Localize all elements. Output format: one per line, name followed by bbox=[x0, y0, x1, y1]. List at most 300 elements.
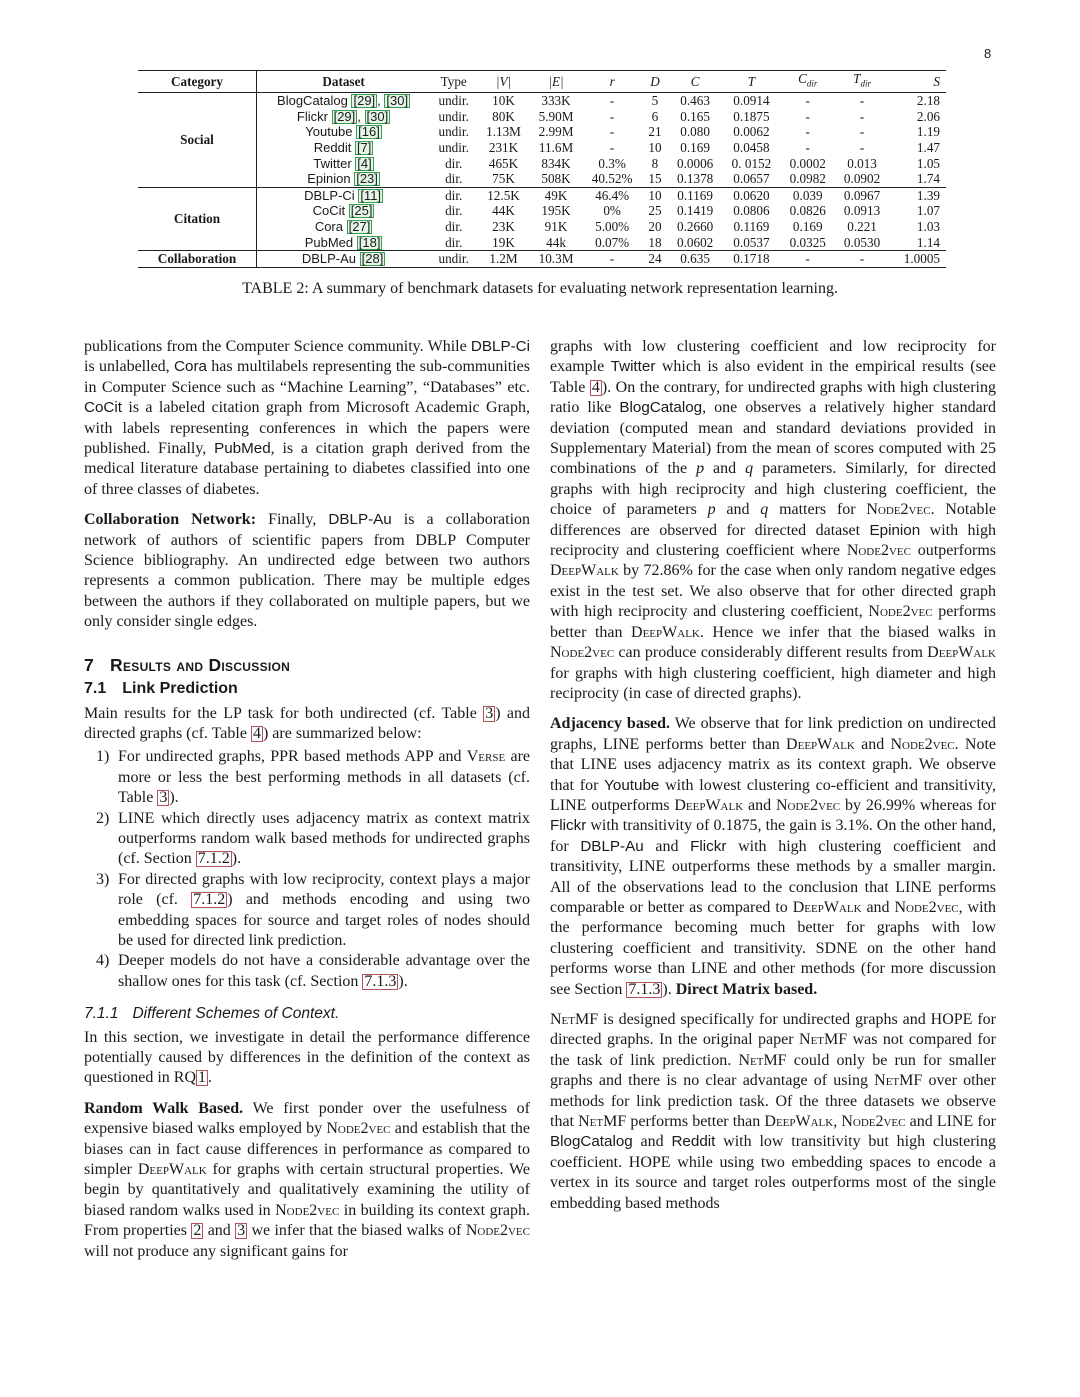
property-link[interactable]: 2 bbox=[193, 1222, 202, 1240]
text: we infer that the biased walks of bbox=[247, 1222, 466, 1240]
cell-c: 0.0006 bbox=[676, 155, 714, 171]
text: has multilabels representing the sub-communities in Computer Science such as “Machine Learning”, “Databases” etc. bbox=[84, 358, 531, 396]
cell-r: 40.52% bbox=[582, 171, 642, 187]
table-row bbox=[138, 124, 946, 140]
cell-v: 19K bbox=[477, 235, 530, 251]
method-name: DeepWalk bbox=[792, 898, 862, 916]
cell-c-dir: - bbox=[805, 140, 810, 156]
cell-t-dir: - bbox=[859, 124, 865, 140]
cell-c: 0.0602 bbox=[668, 235, 722, 251]
dataset-name: Reddit bbox=[671, 1133, 716, 1151]
cell-s: 1.74 bbox=[889, 171, 946, 187]
dataset-name: Twitter bbox=[610, 358, 656, 376]
cell-t-dir: - bbox=[859, 140, 865, 156]
method-name: DeepWalk bbox=[764, 1113, 834, 1131]
col-header-t-dir: $T_{dir}$ bbox=[835, 71, 889, 93]
list-number: 4) bbox=[96, 952, 110, 970]
paragraph-lead: Random Walk Based. bbox=[84, 1099, 244, 1117]
section-number: 7 bbox=[84, 654, 95, 675]
text: could only be run for smaller graphs and there is no clear advantage of using bbox=[550, 1051, 997, 1090]
text: are more or less the best performing methods in all datasets (cf. Table bbox=[118, 748, 531, 807]
text: can produce considerably different results from bbox=[614, 644, 928, 662]
dataset-cell: Flickr [29] , [30] bbox=[296, 108, 389, 124]
col-header-v: |V| bbox=[477, 71, 530, 93]
col-header-c-dir: $C_{dir}$ bbox=[781, 71, 835, 93]
cell-v: 80K bbox=[492, 108, 515, 124]
cell-type: undir. bbox=[430, 251, 477, 268]
text: and bbox=[861, 898, 895, 916]
dataset-name: Epinion bbox=[869, 521, 921, 539]
cell-v: 1.13M bbox=[486, 124, 521, 140]
cell-s: 1.39 bbox=[916, 187, 940, 203]
cell-v: 44K bbox=[492, 203, 515, 219]
text: performs better than bbox=[550, 603, 996, 641]
cell-d: 21 bbox=[648, 124, 662, 140]
table-row bbox=[138, 109, 946, 125]
dataset-name: Youtube bbox=[305, 124, 353, 140]
table-link[interactable]: 4 bbox=[591, 378, 600, 396]
text: with lowest clustering co-efficient and transitivity, LINE outperforms bbox=[550, 776, 996, 814]
dataset-cell bbox=[257, 235, 431, 251]
dataset-cell bbox=[257, 251, 431, 268]
cell-s: 1.03 bbox=[916, 218, 940, 234]
text: Deeper models do not have a considerable advantage over the shallow ones for this task (cf. Section bbox=[118, 952, 530, 990]
method-name: DeepWalk bbox=[786, 735, 855, 753]
text: and bbox=[743, 796, 776, 814]
cell-c-dir: 0.0002 bbox=[789, 155, 826, 171]
table-row bbox=[138, 156, 946, 172]
citation-link[interactable]: [16] bbox=[358, 124, 380, 140]
cell-type: dir. bbox=[445, 155, 463, 171]
table-link[interactable]: 4 bbox=[252, 724, 261, 742]
col-header-d: D bbox=[642, 71, 668, 93]
dataset-name: Flickr bbox=[296, 108, 328, 124]
cell-type: dir. bbox=[430, 171, 477, 187]
text: publications from the Computer Science community. While bbox=[84, 338, 471, 355]
dataset-name: Cora bbox=[174, 358, 207, 376]
dataset-cell bbox=[257, 219, 431, 235]
text: outperforms bbox=[910, 542, 997, 560]
method-name: Node2vec bbox=[326, 1120, 391, 1138]
method-name: DeepWalk bbox=[631, 623, 700, 641]
method-name: Node2vec bbox=[890, 735, 955, 753]
cell-r: - bbox=[609, 140, 615, 156]
text: For undirected graphs, PPR based methods APP and bbox=[118, 748, 467, 766]
text: . Note that LINE uses adjacency matrix as its context graph. We observe that for bbox=[550, 735, 996, 794]
subsubsection-number: 7.1.1 bbox=[84, 1005, 119, 1023]
method-name: Node2vec bbox=[866, 501, 931, 519]
category-cell: Social bbox=[138, 93, 257, 188]
citation-link[interactable]: [11] bbox=[360, 187, 382, 203]
cell-type: undir. bbox=[438, 140, 469, 156]
paragraph-citation-datasets bbox=[84, 337, 530, 500]
method-name: DeepWalk bbox=[674, 796, 744, 814]
cell-v: 465K bbox=[488, 155, 519, 171]
cell-type: undir. bbox=[438, 124, 469, 140]
dataset-name: Cora bbox=[314, 218, 343, 234]
paragraph-lead: Adjacency based. bbox=[550, 715, 671, 733]
dataset-name: DBLP-Ci bbox=[304, 187, 355, 203]
cell-t: 0. 0152 bbox=[731, 155, 772, 171]
cell-c: 0.1419 bbox=[676, 203, 714, 219]
cell-c: 0.1169 bbox=[677, 187, 713, 203]
table-row bbox=[138, 140, 946, 156]
col-header-dataset: Dataset bbox=[257, 71, 431, 93]
cell-t: 0.0657 bbox=[722, 171, 780, 187]
text: and bbox=[854, 735, 891, 753]
cell-s: 1.47 bbox=[916, 140, 940, 156]
cell-v: 1.2M bbox=[477, 251, 530, 268]
text: with transitivity of 0.1875, the gain is 3.1%. On the other hand, for bbox=[550, 817, 996, 855]
cell-e: 11.6M bbox=[538, 140, 574, 156]
cell-d: 24 bbox=[642, 251, 668, 268]
citation-link[interactable]: [7] bbox=[356, 140, 372, 156]
cell-c-dir: - bbox=[805, 93, 810, 109]
method-name: Node2vec bbox=[775, 796, 841, 814]
text: ). bbox=[662, 980, 676, 998]
text: matters for bbox=[768, 501, 867, 519]
cell-c-dir: 0.169 bbox=[792, 218, 823, 234]
cell-e: 2.99M bbox=[538, 124, 574, 140]
text: ) are summarized below: bbox=[262, 724, 422, 742]
text: parameters. Similarly, for directed graphs with high reciprocity and high clustering coefficient, the choice of parameters bbox=[550, 460, 996, 519]
col-header-t: T bbox=[722, 71, 780, 93]
section-heading bbox=[84, 655, 530, 675]
cell-v: 75K bbox=[477, 171, 530, 187]
paragraph-direct-matrix bbox=[550, 1010, 996, 1214]
dataset-name: Epinion bbox=[307, 171, 351, 187]
table-row bbox=[138, 203, 946, 219]
table-header-row bbox=[138, 71, 946, 93]
text: , bbox=[833, 1113, 842, 1131]
category-cell: Collaboration bbox=[138, 251, 257, 268]
text: in building its context graph. From properties bbox=[84, 1201, 530, 1240]
cell-e: 44k bbox=[530, 235, 583, 251]
cell-d: 10 bbox=[648, 140, 662, 156]
paragraph-random-walk-cont bbox=[550, 337, 996, 704]
method-name: NetMF bbox=[874, 1072, 923, 1090]
cell-t-dir: - bbox=[859, 93, 865, 109]
cell-d: 25 bbox=[648, 203, 662, 219]
text: Finally, bbox=[256, 511, 329, 529]
list-number: 3) bbox=[96, 870, 110, 888]
cell-c: 0.463 bbox=[680, 93, 710, 109]
col-header-e: |E| bbox=[530, 71, 583, 93]
dataset-name: BlogCatalog bbox=[550, 1133, 633, 1151]
citation-link[interactable]: [29] bbox=[353, 93, 376, 109]
dataset-cell bbox=[257, 171, 431, 187]
method-name: Node2vec bbox=[465, 1222, 530, 1240]
list-item bbox=[84, 809, 530, 870]
cell-d: 5 bbox=[651, 93, 659, 109]
text: LINE which directly uses adjacency matrix as context matrix outperforms random walk based methods for undirected graphs (cf. Section bbox=[118, 809, 530, 868]
table-row bbox=[138, 187, 946, 203]
table-row bbox=[138, 235, 946, 251]
text: for graphs with high clustering coefficient, high diameter and high reciprocity (in case of directed graphs). bbox=[550, 664, 996, 702]
method-name: Node2vec bbox=[550, 644, 615, 662]
cell-t: 0.0620 bbox=[733, 187, 770, 203]
cell-r: - bbox=[609, 93, 615, 109]
list-item bbox=[84, 870, 530, 952]
dataset-cell bbox=[257, 187, 431, 203]
method-name: Node2vec bbox=[275, 1201, 340, 1219]
method-name: Node2vec bbox=[841, 1113, 906, 1131]
list-number: 2) bbox=[96, 809, 110, 827]
cell-t-dir: 0.013 bbox=[847, 155, 877, 171]
text: ) and directed graphs (cf. Table bbox=[84, 704, 530, 742]
cell-e: 834K bbox=[541, 155, 571, 171]
subsubsection-title: Different Schemes of Context. bbox=[132, 1005, 340, 1023]
cell-c: 0.1378 bbox=[668, 171, 722, 187]
text: In this section, we investigate in detail the performance difference potentially caused by differences in the definition of the context as questioned in RQ bbox=[84, 1028, 530, 1087]
text: , one observes a relatively higher standard deviation (computed mean and standard deviations provided in Supplementary Material) from the mean of scores computed with 25 combinations of the bbox=[550, 399, 996, 478]
text: is a labeled citation graph from Microsoft Academic Graph, with labels representing conferences in which the papers were published. Finally, bbox=[84, 399, 530, 458]
cell-c: 0.165 bbox=[680, 108, 710, 124]
dataset-cell: BlogCatalog [29] , [30] bbox=[277, 93, 409, 109]
dataset-cell bbox=[257, 124, 431, 140]
subsubsection-heading bbox=[84, 1004, 530, 1024]
cell-d: 15 bbox=[642, 171, 668, 187]
cell-c: 0.080 bbox=[680, 124, 710, 140]
text: is designed specifically for undirected graphs and HOPE for directed graphs. In the original paper bbox=[550, 1011, 996, 1049]
text: and LINE for bbox=[905, 1113, 997, 1131]
section-link[interactable]: 7.1.3 bbox=[364, 972, 397, 990]
text: ) and methods encoding and using two embedding spaces for source and target roles of nodes should be used for directed link prediction. bbox=[118, 891, 530, 949]
dataset-cell bbox=[257, 140, 431, 156]
dataset-cell bbox=[257, 156, 431, 172]
dataset-name: DBLP-Ci bbox=[470, 338, 530, 355]
cell-r: 46.4% bbox=[595, 187, 630, 203]
text: ). bbox=[169, 789, 179, 807]
cell-c-dir: 0.0826 bbox=[789, 203, 826, 219]
math-var: q bbox=[760, 501, 769, 519]
dataset-name: Reddit bbox=[313, 140, 352, 156]
section-link[interactable]: 7.1.3 bbox=[628, 980, 661, 998]
cell-r: 0% bbox=[603, 203, 621, 219]
cell-e: 508K bbox=[530, 171, 583, 187]
cell-s: 1.07 bbox=[916, 203, 940, 219]
cell-t-dir: 0.0902 bbox=[835, 171, 889, 187]
cell-t: 0.0062 bbox=[733, 124, 770, 140]
table-link[interactable]: 3 bbox=[485, 704, 494, 722]
text: which is also evident in the empirical results (see Table bbox=[550, 358, 997, 396]
cell-v: 10K bbox=[492, 93, 515, 109]
cell-s: 1.14 bbox=[889, 235, 946, 251]
text: with low transitivity but high clustering coefficient. HOPE while using two embedding spaces to encode a vertex in its source and target roles outperforms most of the single embedding based methods bbox=[550, 1133, 996, 1212]
cell-type: dir. bbox=[445, 203, 463, 219]
paragraph-adjacency-based bbox=[550, 714, 996, 1000]
text: and bbox=[632, 1133, 672, 1151]
cell-t-dir: - bbox=[835, 251, 889, 268]
paragraph-lead: Direct Matrix based. bbox=[675, 980, 818, 998]
text: with high clustering coefficient and transitivity, LINE outperforms these methods by a smaller margin. All of the observations lead to the conclusion that LINE performs comparable or better as compared to bbox=[550, 837, 996, 916]
category-cell: Citation bbox=[138, 187, 257, 250]
cell-type: dir. bbox=[445, 218, 463, 234]
cell-r: - bbox=[609, 108, 615, 124]
table-caption: TABLE 2: A summary of benchmark datasets for evaluating network representation learning. bbox=[242, 280, 838, 297]
text: and bbox=[643, 837, 691, 855]
cell-t-dir: 0.221 bbox=[847, 218, 877, 234]
method-name: Node2vec bbox=[894, 898, 959, 916]
citation-link[interactable]: [28] bbox=[361, 251, 384, 267]
dataset-name: BlogCatalog bbox=[277, 93, 348, 109]
dataset-name: PubMed bbox=[214, 440, 271, 458]
table-row bbox=[138, 171, 946, 187]
cell-s: 1.19 bbox=[916, 124, 940, 140]
cell-type: dir. bbox=[430, 235, 477, 251]
cell-r: - bbox=[582, 251, 642, 268]
citation-link[interactable]: [4] bbox=[357, 155, 372, 171]
cell-e: 5.90M bbox=[538, 108, 574, 124]
cell-t-dir: 0.0967 bbox=[843, 187, 881, 203]
dataset-name: Twitter bbox=[313, 155, 352, 171]
property-link[interactable]: 3 bbox=[237, 1222, 246, 1240]
cell-c: 0.635 bbox=[668, 251, 722, 268]
list-number: 1) bbox=[96, 748, 110, 766]
text: We observe that for link prediction on undirected graphs, LINE performs better than bbox=[550, 715, 996, 753]
subsection-heading bbox=[84, 679, 530, 699]
text: by 26.99% whereas for bbox=[840, 796, 996, 814]
cell-type: undir. bbox=[438, 93, 469, 109]
section-link[interactable]: 7.1.2 bbox=[193, 891, 226, 909]
citation-link[interactable]: [29] bbox=[333, 108, 356, 124]
cell-s: 1.05 bbox=[916, 155, 940, 171]
text: We first ponder over the usefulness of expensive biased walks employed by bbox=[84, 1099, 531, 1138]
dataset-name: Flickr bbox=[550, 817, 587, 835]
cell-c-dir: 0.039 bbox=[792, 187, 823, 203]
citation-link[interactable]: [27] bbox=[348, 218, 371, 234]
cell-t: 0.1718 bbox=[722, 251, 780, 268]
text: will not produce any significant gains for bbox=[84, 1242, 348, 1260]
dataset-name: Flickr bbox=[690, 837, 727, 855]
text: with high reciprocity and clustering coefficient where bbox=[550, 521, 997, 560]
cell-e: 49K bbox=[544, 187, 568, 203]
cell-c-dir: - bbox=[805, 124, 810, 140]
method-name: Node2vec bbox=[846, 542, 911, 560]
cell-d: 6 bbox=[651, 108, 659, 124]
method-name: NetMF bbox=[799, 1031, 848, 1049]
dataset-name: DBLP-Au bbox=[301, 251, 357, 267]
table-row bbox=[138, 93, 946, 109]
cell-r: 0.07% bbox=[582, 235, 642, 251]
table-row bbox=[138, 219, 946, 235]
method-name: DeepWalk bbox=[927, 644, 996, 662]
rq-link[interactable]: 1 bbox=[198, 1069, 206, 1087]
dataset-name: CoCit bbox=[312, 203, 346, 219]
cell-s: 1.0005 bbox=[889, 251, 946, 268]
method-name: NetMF bbox=[738, 1051, 787, 1069]
text: For directed graphs with low reciprocity, context plays a major role (cf. bbox=[118, 870, 530, 909]
cell-t-dir: - bbox=[859, 108, 865, 124]
cell-c: 0.2660 bbox=[676, 218, 714, 234]
cell-t: 0.0914 bbox=[733, 93, 770, 109]
citation-link[interactable]: [25] bbox=[350, 203, 373, 219]
col-header-category: Category bbox=[138, 71, 257, 93]
cell-d: 10 bbox=[648, 187, 662, 203]
section-link[interactable]: 7.1.2 bbox=[197, 850, 230, 868]
cell-t-dir: 0.0530 bbox=[835, 235, 889, 251]
datasets-table bbox=[138, 70, 946, 268]
cell-v: 231K bbox=[488, 140, 519, 156]
method-name: Node2vec bbox=[868, 603, 933, 621]
cell-c-dir: 0.0982 bbox=[781, 171, 835, 187]
cell-t: 0.1875 bbox=[733, 108, 770, 124]
paragraph-collaboration-network bbox=[84, 510, 530, 632]
text: ). bbox=[231, 850, 242, 868]
math-var: q bbox=[745, 460, 754, 478]
paragraph-context-intro bbox=[84, 1028, 530, 1089]
cell-r: - bbox=[609, 124, 615, 140]
cell-c: 0.169 bbox=[680, 140, 710, 156]
col-header-type: Type bbox=[430, 71, 477, 93]
citation-link[interactable]: [30] bbox=[366, 108, 389, 124]
cell-t: 0.0537 bbox=[722, 235, 780, 251]
right-column bbox=[550, 337, 996, 1214]
method-name: DeepWalk bbox=[137, 1161, 207, 1179]
cell-t: 0.0806 bbox=[733, 203, 770, 219]
text: is a collaboration network of authors of scientific papers from DBLP Computer Science bibliography. An undirected edge between two authors represents a common publication. There may be multiple edges between the authors if they collaborated on multiple papers, but we only consider single edges. bbox=[84, 511, 531, 631]
method-name: DeepWalk bbox=[550, 562, 619, 580]
citation-link[interactable]: [18] bbox=[358, 234, 381, 250]
cell-c-dir: - bbox=[805, 108, 810, 124]
dataset-name: CoCit bbox=[84, 399, 122, 417]
text: performs better than bbox=[626, 1113, 765, 1131]
citation-link[interactable]: [30] bbox=[386, 93, 409, 109]
subsection-number: 7.1 bbox=[84, 680, 107, 698]
col-header-s: S bbox=[889, 71, 946, 93]
cell-c-dir: - bbox=[781, 251, 835, 268]
text: is unlabelled, bbox=[84, 358, 175, 376]
cell-s: 2.06 bbox=[916, 108, 940, 124]
text: ). On the contrary, for undirected graphs with high clustering ratio like bbox=[550, 378, 996, 417]
text: and bbox=[715, 501, 761, 519]
page-number: 8 bbox=[984, 46, 992, 61]
method-name: NetMF bbox=[578, 1113, 627, 1131]
text: ). bbox=[398, 972, 408, 990]
cell-e: 333K bbox=[541, 93, 571, 109]
section-title: Results and Discussion bbox=[110, 654, 291, 675]
left-column bbox=[84, 337, 530, 1262]
dataset-name: DBLP-Au bbox=[580, 837, 644, 855]
text: . bbox=[208, 1069, 212, 1087]
table-row bbox=[138, 251, 946, 268]
text: and bbox=[203, 1222, 236, 1240]
paragraph-lead: Collaboration Network: bbox=[84, 511, 257, 529]
method-name: NetMF bbox=[550, 1011, 599, 1028]
cell-d: 20 bbox=[648, 218, 662, 234]
dataset-name: PubMed bbox=[304, 234, 354, 250]
text: . Notable differences are observed for directed dataset bbox=[550, 501, 996, 539]
citation-link[interactable]: [23] bbox=[356, 171, 378, 187]
dataset-name: DBLP-Au bbox=[328, 511, 392, 529]
cell-e: 195K bbox=[541, 203, 571, 219]
table-link[interactable]: 3 bbox=[159, 789, 168, 807]
text: , is a citation graph derived from the medical literature database pertaining to diabetes classified into one of three classes of diabetes. bbox=[84, 440, 531, 498]
cell-type: dir. bbox=[445, 187, 463, 203]
findings-list bbox=[84, 747, 530, 992]
math-var: p bbox=[707, 501, 716, 519]
paragraph-lp-summary bbox=[84, 704, 530, 745]
col-header-c: C bbox=[668, 71, 722, 93]
cell-v: 23K bbox=[492, 218, 515, 234]
cell-t: 0.0458 bbox=[733, 140, 770, 156]
cell-v: 12.5K bbox=[487, 187, 520, 203]
datasets-table-container bbox=[138, 70, 946, 268]
cell-d: 18 bbox=[642, 235, 668, 251]
text: and bbox=[704, 460, 746, 478]
cell-s: 2.18 bbox=[916, 93, 940, 109]
col-header-r: r bbox=[582, 71, 642, 93]
